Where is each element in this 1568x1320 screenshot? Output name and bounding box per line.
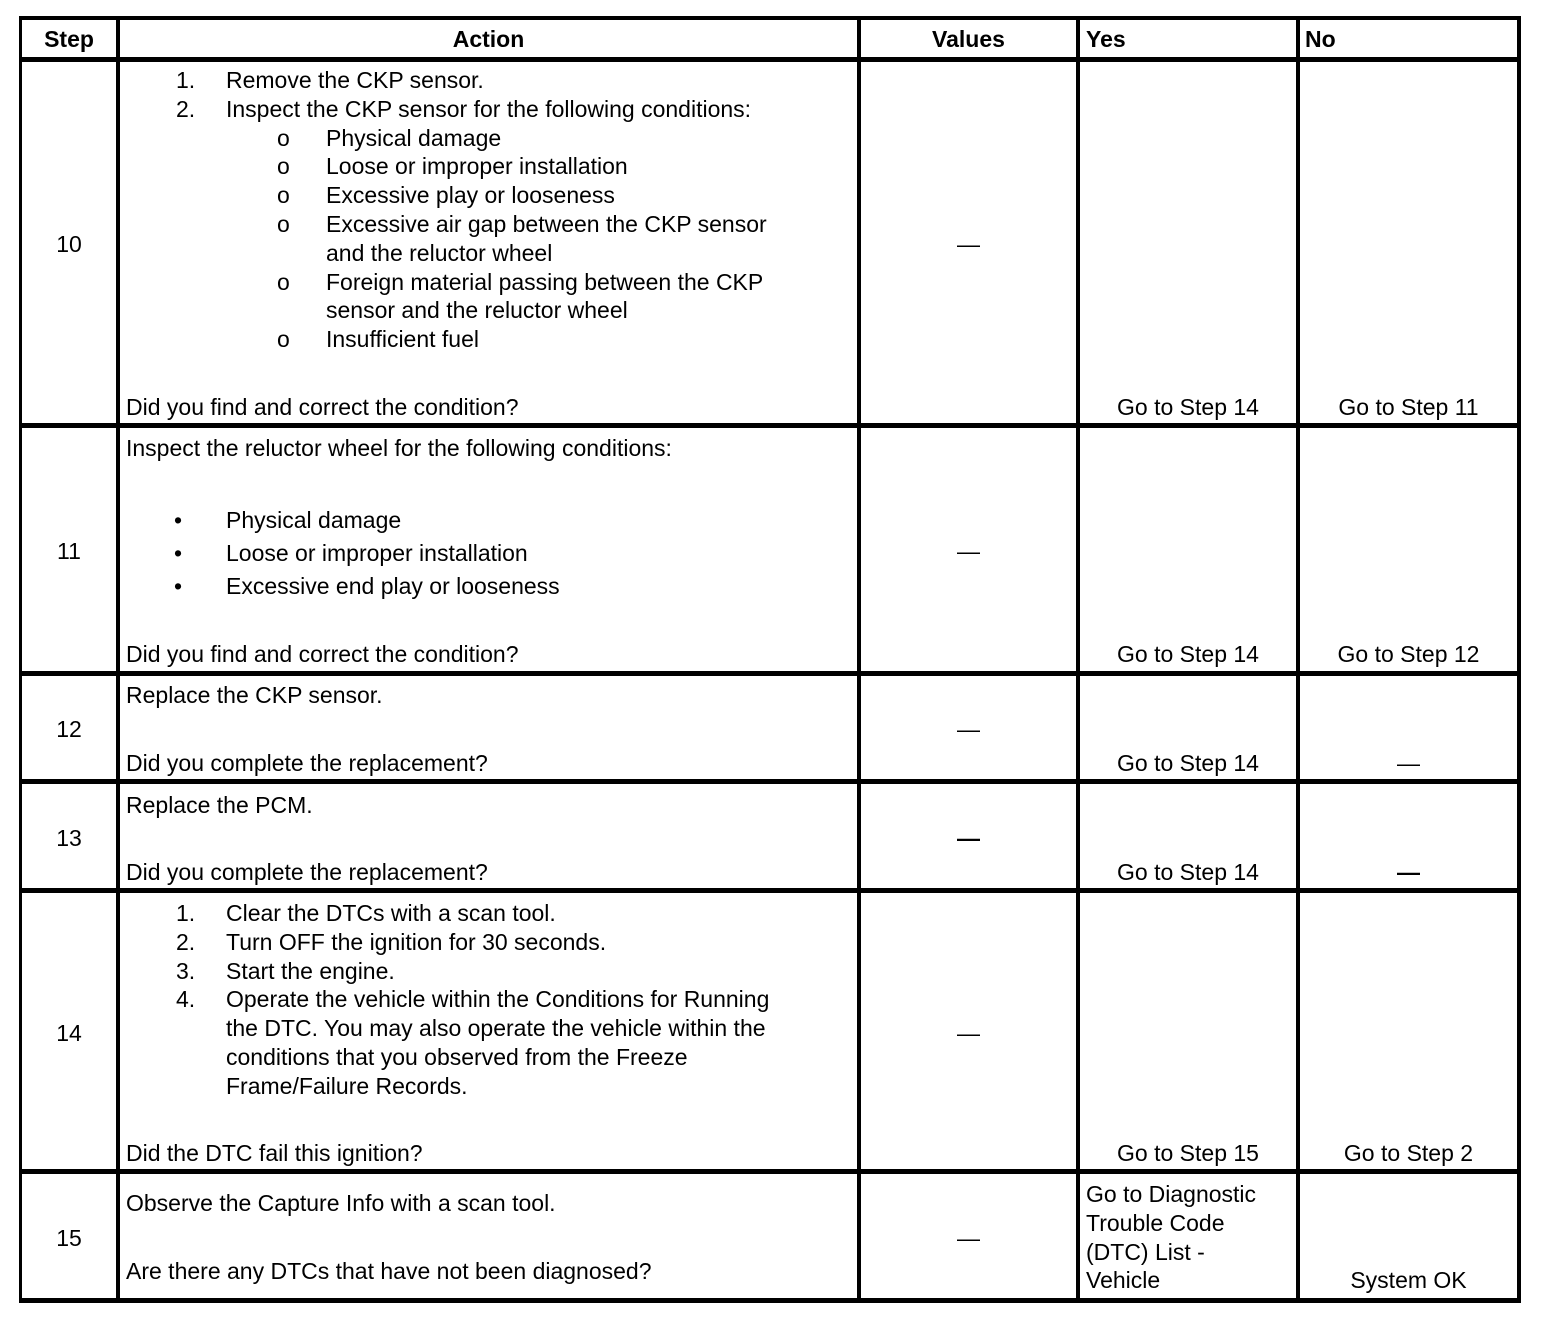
- yes-line: Go to Diagnostic: [1086, 1181, 1257, 1207]
- header-no: No: [1305, 26, 1336, 52]
- step-text: Inspect the CKP sensor for the following conditions:: [226, 95, 752, 122]
- bullet-dot: •: [174, 540, 183, 566]
- question-text: Did you complete the replacement?: [126, 750, 488, 776]
- step-marker: 1.: [176, 67, 196, 93]
- bullet-text: Physical damage: [226, 507, 402, 533]
- value-cell: —: [957, 1225, 980, 1251]
- yes-line: (DTC) List -: [1086, 1238, 1205, 1265]
- condition-text: sensor and the reluctor wheel: [326, 297, 628, 324]
- step-text: Remove the CKP sensor.: [226, 67, 484, 93]
- step-number: 11: [57, 538, 81, 564]
- no-cell: Go to Step 2: [1343, 1140, 1474, 1166]
- yes-cell: Go to Step 15: [1117, 1140, 1259, 1166]
- no-cell: Go to Step 12: [1337, 641, 1480, 667]
- step-number: 14: [56, 1020, 82, 1046]
- header-step: Step: [44, 26, 94, 52]
- yes-cell: Go to Step 14: [1117, 750, 1259, 776]
- step-number: 12: [56, 716, 82, 742]
- intro-text: Replace the PCM.: [126, 792, 313, 818]
- condition-text: Excessive air gap between the CKP sensor: [326, 210, 767, 237]
- question-text: Did you complete the replacement?: [126, 859, 488, 885]
- question-text: Did you find and correct the condition?: [126, 394, 519, 420]
- bullet-text: Excessive end play or looseness: [226, 573, 560, 599]
- step-number: 13: [56, 825, 82, 851]
- circle-bullet: o: [277, 210, 290, 237]
- intro-text: Observe the Capture Info with a scan tool.: [126, 1190, 556, 1216]
- condition-text: Loose or improper installation: [326, 153, 628, 180]
- step-marker: 4.: [176, 986, 196, 1013]
- step-marker: 3.: [176, 957, 196, 984]
- yes-cell: Go to Step 14: [1117, 394, 1259, 420]
- condition-text: Excessive play or looseness: [326, 182, 615, 209]
- step-number: 10: [56, 231, 82, 257]
- circle-bullet: o: [277, 268, 290, 295]
- step-text: Operate the vehicle within the Conditions for Running: [226, 986, 770, 1013]
- value-cell: —: [957, 1020, 980, 1046]
- no-cell: —: [1397, 750, 1420, 776]
- bullet-dot: •: [174, 507, 183, 533]
- header-action: Action: [452, 26, 525, 52]
- bullet-dot: •: [174, 573, 183, 599]
- step-number: 15: [56, 1225, 82, 1251]
- question-text: Are there any DTCs that have not been diagnosed?: [126, 1258, 652, 1284]
- yes-cell: Go to Step 14: [1117, 859, 1259, 885]
- circle-bullet: o: [277, 153, 290, 180]
- condition-text: Insufficient fuel: [326, 326, 480, 353]
- circle-bullet: o: [277, 326, 290, 353]
- circle-bullet: o: [277, 182, 290, 209]
- yes-cell: Go to Step 14: [1117, 641, 1259, 667]
- question-text: Did you find and correct the condition?: [126, 641, 519, 667]
- step-text: Frame/Failure Records.: [226, 1072, 468, 1099]
- question-text: Did the DTC fail this ignition?: [126, 1140, 423, 1166]
- step-marker: 2.: [176, 928, 196, 955]
- table-border-left: [19, 16, 22, 1303]
- condition-text: Physical damage: [326, 124, 502, 151]
- condition-text: Foreign material passing between the CKP: [326, 268, 764, 295]
- step-text: Clear the DTCs with a scan tool.: [226, 900, 556, 926]
- no-cell: Go to Step 11: [1338, 394, 1479, 420]
- table-border-right: [1517, 16, 1521, 1303]
- yes-line: Vehicle: [1086, 1267, 1161, 1294]
- intro-text: Inspect the reluctor wheel for the following conditions:: [126, 435, 672, 461]
- value-cell: —: [957, 825, 980, 851]
- circle-bullet: o: [277, 124, 290, 151]
- no-cell: System OK: [1350, 1267, 1467, 1293]
- step-text: conditions that you observed from the Freeze: [226, 1043, 688, 1070]
- step-marker: 1.: [176, 900, 196, 926]
- yes-cell: [1086, 1180, 1256, 1295]
- step-text: Turn OFF the ignition for 30 seconds.: [226, 928, 607, 955]
- column-divider: [116, 16, 120, 1303]
- value-cell: —: [957, 538, 980, 564]
- intro-text: Replace the CKP sensor.: [126, 682, 383, 708]
- no-cell: —: [1397, 859, 1420, 885]
- header-values: Values: [932, 26, 1005, 52]
- condition-text: and the reluctor wheel: [326, 239, 553, 266]
- step-marker: 2.: [176, 95, 196, 122]
- yes-line: Trouble Code: [1086, 1209, 1225, 1236]
- step-text: Start the engine.: [226, 957, 395, 984]
- value-cell: —: [957, 231, 980, 257]
- column-divider: [857, 16, 861, 1303]
- value-cell: —: [957, 716, 980, 742]
- bullet-text: Loose or improper installation: [226, 540, 528, 566]
- step-text: the DTC. You may also operate the vehicle within the: [226, 1015, 766, 1042]
- header-yes: Yes: [1086, 26, 1126, 52]
